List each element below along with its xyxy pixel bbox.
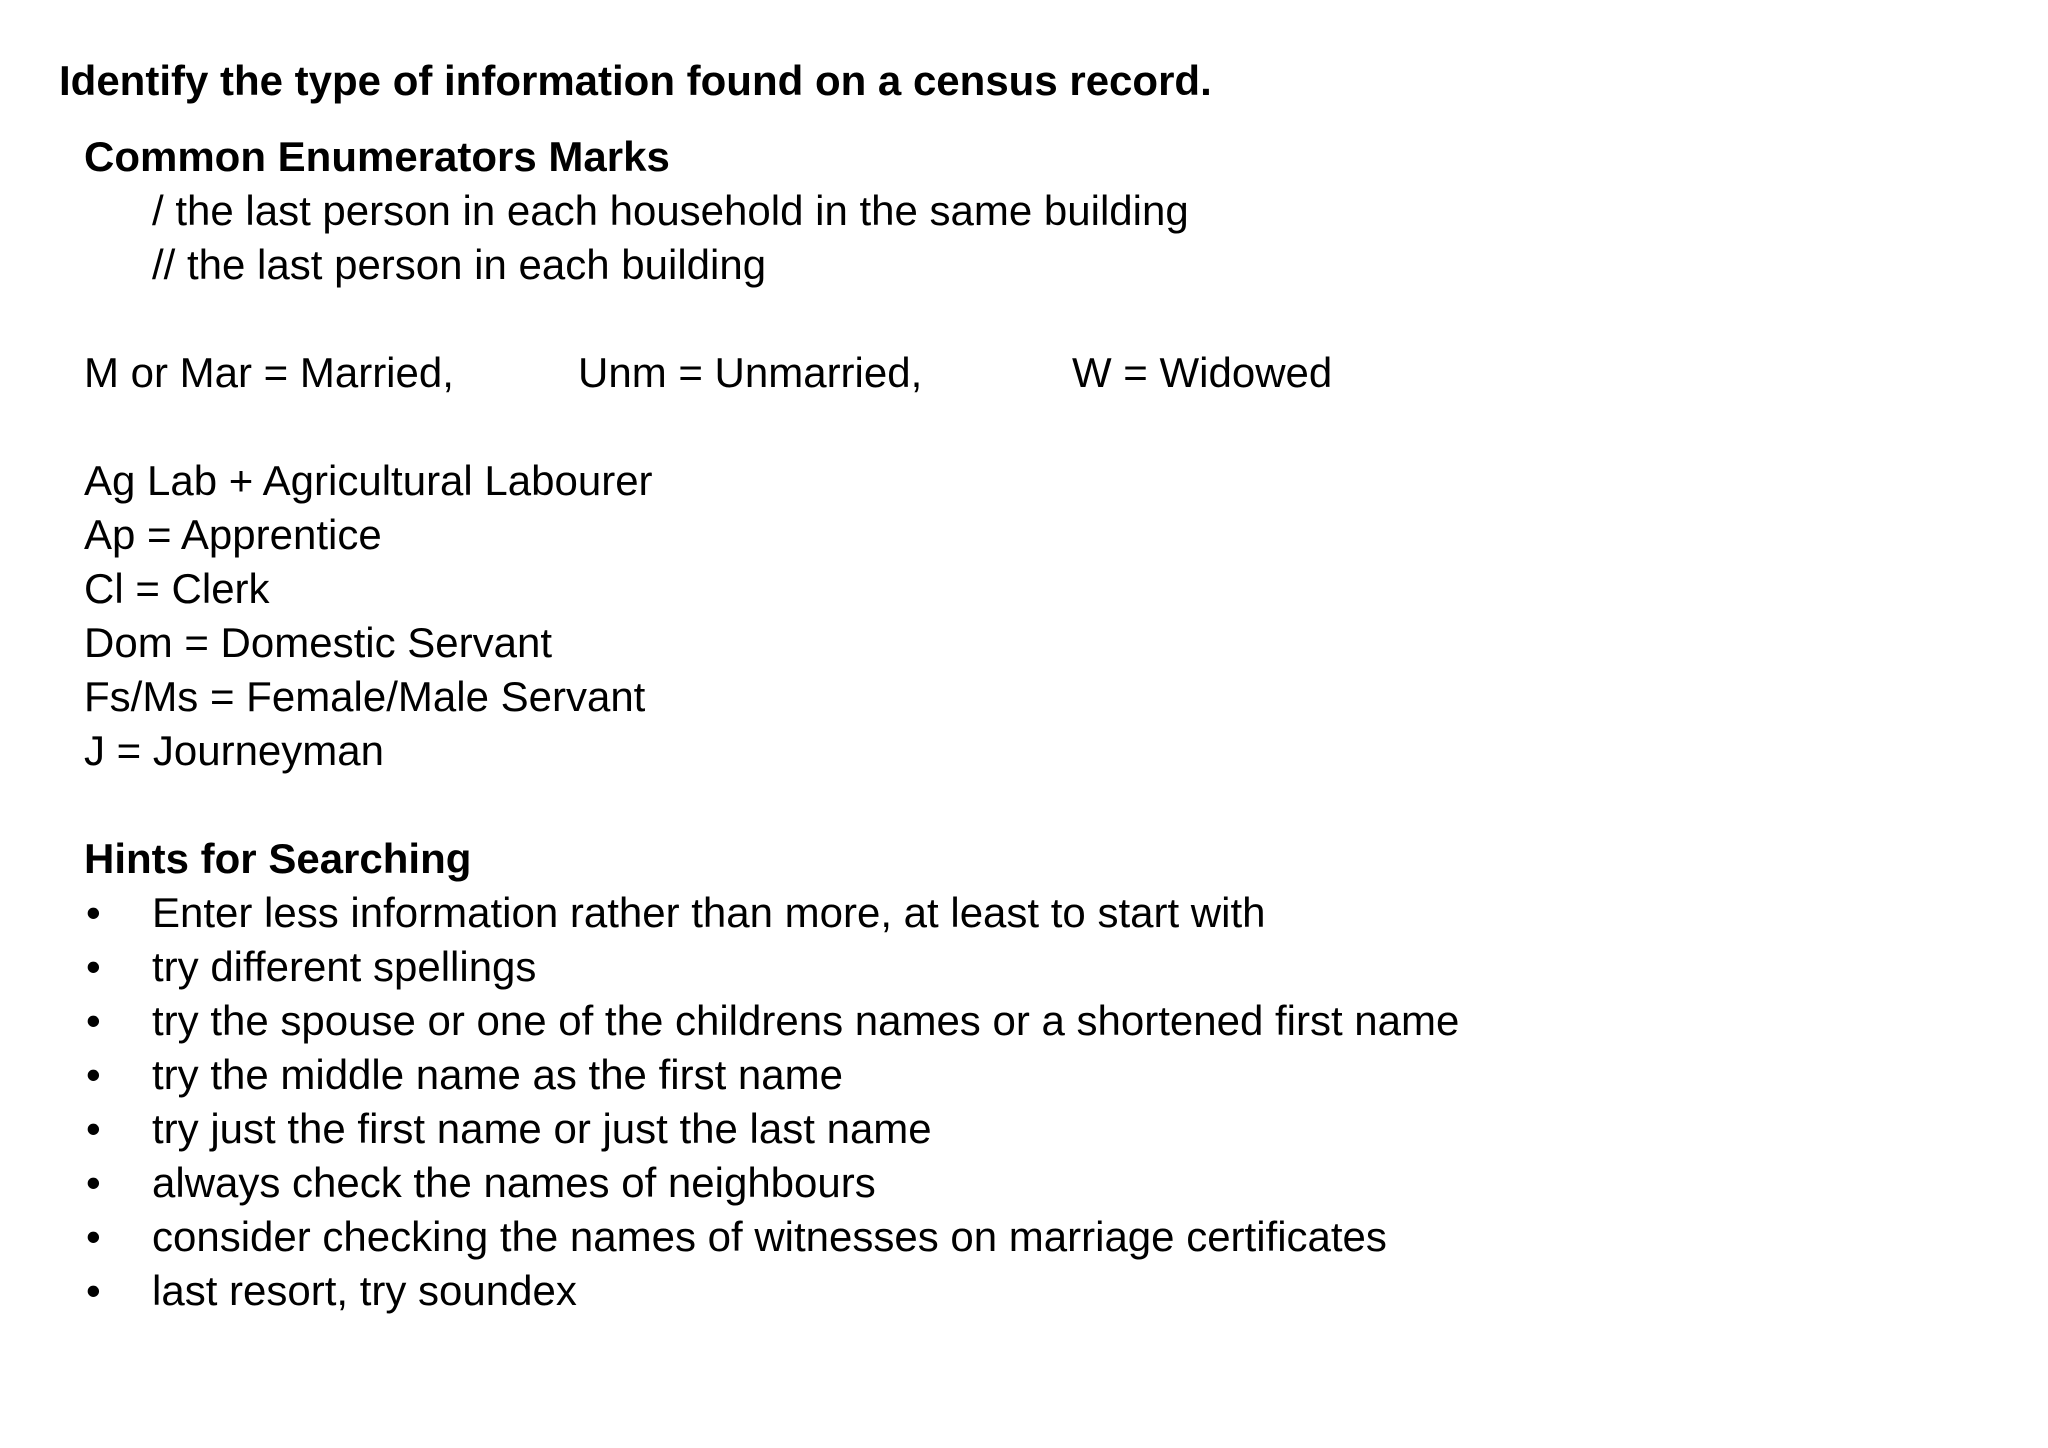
bullet-icon: • bbox=[86, 889, 101, 936]
bullet-icon: • bbox=[86, 943, 101, 990]
spacer bbox=[84, 400, 1984, 454]
list-item bbox=[84, 994, 1984, 1048]
spacer bbox=[84, 778, 1984, 832]
bullet-icon: • bbox=[86, 1213, 101, 1260]
marital-status-unmarried: Unm = Unmarried, bbox=[578, 349, 923, 396]
enumerator-mark-item: // the last person in each building bbox=[152, 241, 767, 288]
occupation-abbreviation: J = Journeyman bbox=[84, 727, 384, 774]
hint-text: try different spellings bbox=[152, 943, 537, 990]
page-title: Identify the type of information found on a census record. bbox=[59, 57, 1212, 104]
hint-text: try the middle name as the first name bbox=[152, 1051, 843, 1098]
occupation-abbreviation: Fs/Ms = Female/Male Servant bbox=[84, 673, 646, 720]
list-item bbox=[84, 1156, 1984, 1210]
list-item bbox=[84, 1102, 1984, 1156]
list-item bbox=[84, 1264, 1984, 1318]
list-item bbox=[84, 886, 1984, 940]
hint-text: consider checking the names of witnesses on marriage certificates bbox=[152, 1213, 1387, 1260]
bullet-icon: • bbox=[86, 1105, 101, 1152]
occupation-abbreviation: Dom = Domestic Servant bbox=[84, 619, 552, 666]
marital-status-row bbox=[84, 346, 1984, 400]
occupation-abbreviation: Cl = Clerk bbox=[84, 565, 270, 612]
bullet-icon: • bbox=[86, 997, 101, 1044]
spacer bbox=[84, 292, 1984, 346]
list-item bbox=[84, 940, 1984, 994]
hint-text: last resort, try soundex bbox=[152, 1267, 577, 1314]
list-item bbox=[84, 1048, 1984, 1102]
search-hints-list bbox=[84, 886, 1984, 1318]
bullet-icon: • bbox=[86, 1267, 101, 1314]
marital-status-married: M or Mar = Married, bbox=[84, 349, 454, 396]
hint-text: try the spouse or one of the childrens names or a shortened first name bbox=[152, 997, 1460, 1044]
search-hints-heading: Hints for Searching bbox=[84, 835, 472, 882]
enumerator-mark-item: / the last person in each household in the same building bbox=[152, 187, 1189, 234]
bullet-icon: • bbox=[86, 1159, 101, 1206]
occupation-abbreviation: Ap = Apprentice bbox=[84, 511, 382, 558]
bullet-icon: • bbox=[86, 1051, 101, 1098]
occupation-abbreviation: Ag Lab + Agricultural Labourer bbox=[84, 457, 653, 504]
list-item bbox=[84, 1210, 1984, 1264]
hint-text: try just the first name or just the last name bbox=[152, 1105, 932, 1152]
hint-text: Enter less information rather than more, at least to start with bbox=[152, 889, 1266, 936]
hint-text: always check the names of neighbours bbox=[152, 1159, 876, 1206]
enumerator-marks-heading: Common Enumerators Marks bbox=[84, 133, 670, 180]
document-body bbox=[84, 130, 1984, 1318]
marital-status-widowed: W = Widowed bbox=[1072, 349, 1333, 396]
